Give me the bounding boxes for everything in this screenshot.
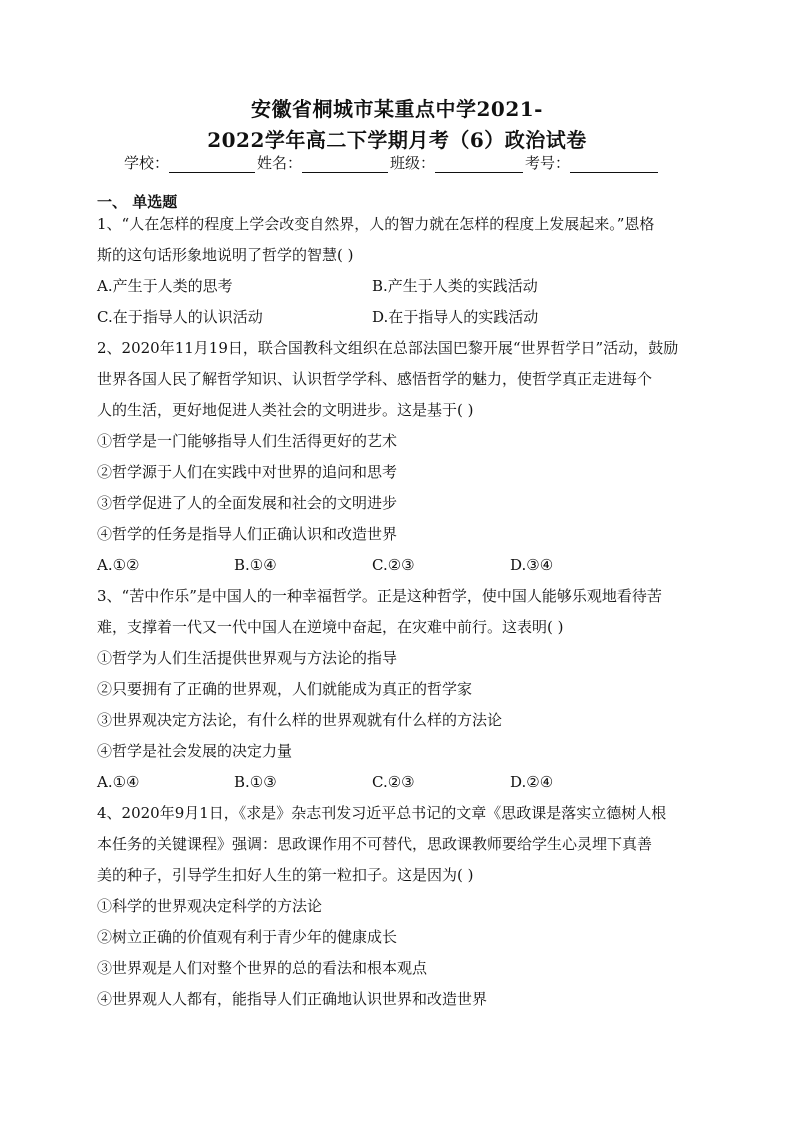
question-3-option-d: D.②④	[510, 773, 554, 791]
class-label: 班级：	[390, 154, 436, 172]
name-blank	[302, 156, 388, 173]
question-2-statement-3: ③哲学促进了人的全面发展和社会的文明进步	[97, 494, 398, 512]
question-4-line-1: 4、2020年9月1日，《求是》杂志刊发习近平总书记的文章《思政课是落实立德树人根	[97, 804, 667, 822]
question-3-statement-2: ②只要拥有了正确的世界观，人们就能成为真正的哲学家	[97, 680, 473, 698]
question-3-option-a: A.①④	[97, 773, 140, 791]
question-4-statement-1: ①科学的世界观决定科学的方法论	[97, 897, 323, 915]
exam-title-line-1: 安徽省桐城市某重点中学2021-	[251, 97, 543, 121]
school-label: 学校：	[124, 154, 170, 172]
number-blank	[570, 156, 658, 173]
question-2-statement-4: ④哲学的任务是指导人们正确认识和改造世界	[97, 525, 398, 543]
question-4-line-2: 本任务的关键课程》强调：思政课作用不可替代，思政课教师要给学生心灵埋下真善	[97, 835, 653, 853]
question-1-option-a: A.产生于人类的思考	[97, 277, 233, 295]
question-2-line-2: 世界各国人民了解哲学知识、认识哲学学科、感悟哲学的魅力，使哲学真正走进每个	[97, 370, 653, 388]
question-2-statement-1: ①哲学是一门能够指导人们生活得更好的艺术	[97, 432, 398, 450]
question-3-line-2: 难，支撑着一代又一代中国人在逆境中奋起，在灾难中前行。这表明( )	[97, 618, 564, 636]
class-blank	[435, 156, 523, 173]
question-4-statement-3: ③世界观是人们对整个世界的总的看法和根本观点	[97, 959, 428, 977]
question-1-option-b: B.产生于人类的实践活动	[372, 277, 538, 295]
question-2-line-1: 2、2020年11月19日，联合国教科文组织在总部法国巴黎开展“世界哲学日”活动，鼓励	[97, 339, 679, 357]
question-4-statement-2: ②树立正确的价值观有利于青少年的健康成长	[97, 928, 398, 946]
student-info-row	[124, 152, 684, 173]
question-1-option-c: C.在于指导人的认识活动	[97, 308, 263, 326]
school-blank	[169, 156, 255, 173]
question-4-line-3: 美的种子，引导学生扣好人生的第一粒扣子。这是因为( )	[97, 866, 474, 884]
section-heading: 一、 单选题	[97, 193, 178, 211]
question-3-option-c: C.②③	[372, 773, 415, 791]
question-3-statement-1: ①哲学为人们生活提供世界观与方法论的指导	[97, 649, 398, 667]
name-label: 姓名：	[257, 154, 303, 172]
question-2-option-a: A.①②	[97, 556, 140, 574]
question-1-line-2: 斯的这句话形象地说明了哲学的智慧( )	[97, 246, 354, 264]
question-1-option-d: D.在于指导人的实践活动	[372, 308, 539, 326]
question-3-statement-3: ③世界观决定方法论，有什么样的世界观就有什么样的方法论	[97, 711, 503, 729]
number-label: 考号：	[525, 154, 571, 172]
question-4-statement-4: ④世界观人人都有，能指导人们正确地认识世界和改造世界	[97, 990, 488, 1008]
question-2-line-3: 人的生活，更好地促进人类社会的文明进步。这是基于( )	[97, 401, 474, 419]
question-1-line-1: 1、“人在怎样的程度上学会改变自然界，人的智力就在怎样的程度上发展起来。”恩格	[97, 215, 655, 233]
question-2-statement-2: ②哲学源于人们在实践中对世界的追问和思考	[97, 463, 398, 481]
question-2-option-d: D.③④	[510, 556, 554, 574]
question-3-statement-4: ④哲学是社会发展的决定力量	[97, 742, 293, 760]
question-3-line-1: 3、“苦中作乐”是中国人的一种幸福哲学。正是这种哲学，使中国人能够乐观地看待苦	[97, 587, 662, 605]
exam-title-line-2: 2022学年高二下学期月考（6）政治试卷	[207, 128, 587, 152]
question-2-option-b: B.①④	[234, 556, 277, 574]
question-2-option-c: C.②③	[372, 556, 415, 574]
question-3-option-b: B.①③	[234, 773, 277, 791]
